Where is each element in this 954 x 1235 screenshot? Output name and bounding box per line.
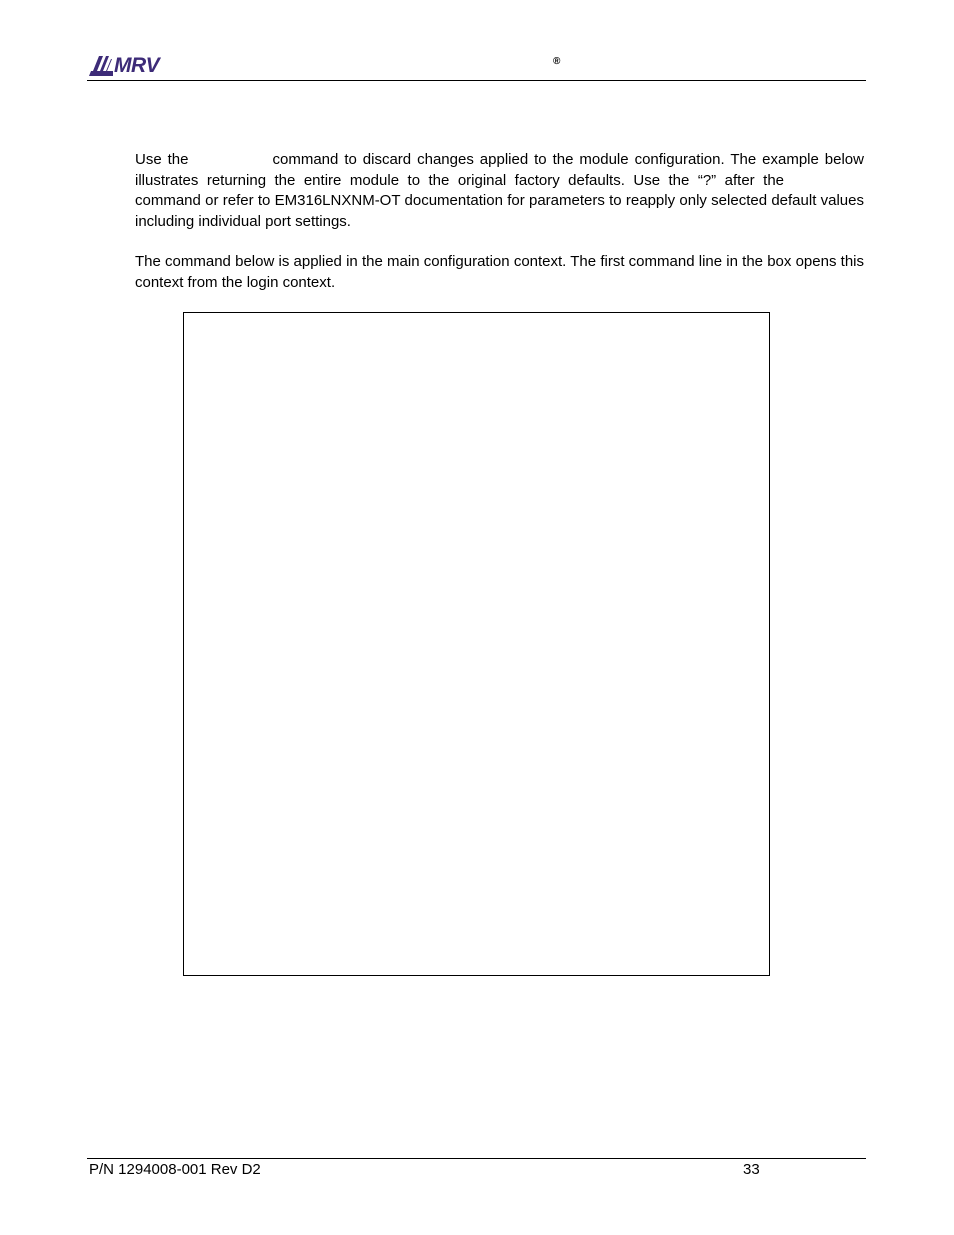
- part-number: P/N 1294008-001 Rev D2: [89, 1161, 261, 1178]
- logo-text: MRV: [114, 54, 160, 77]
- page-header: [87, 52, 866, 81]
- page-footer: [87, 1158, 866, 1178]
- para1-part3: command or refer to EM316LNXNM-OT documentation for parameters to reapply only selected default values including individual port settings.: [135, 192, 864, 230]
- paragraph-intro: [135, 150, 864, 232]
- registered-mark: ®: [553, 56, 561, 67]
- cli-example-box: [183, 312, 770, 976]
- paragraph-context: The command below is applied in the main configuration context. The first command line in the box opens this context from the login context.: [135, 253, 864, 291]
- page-number: 33: [743, 1161, 760, 1178]
- para1-part2: command to discard changes applied to the module configuration. The example below illustrates returning the entire module to the original factory defaults. Use the “?” after the: [135, 151, 864, 189]
- mrv-stripes-logo-icon: [89, 56, 113, 76]
- para1-part1: Use the: [135, 151, 189, 168]
- mrv-logo: [89, 56, 159, 76]
- body-text: [135, 150, 864, 293]
